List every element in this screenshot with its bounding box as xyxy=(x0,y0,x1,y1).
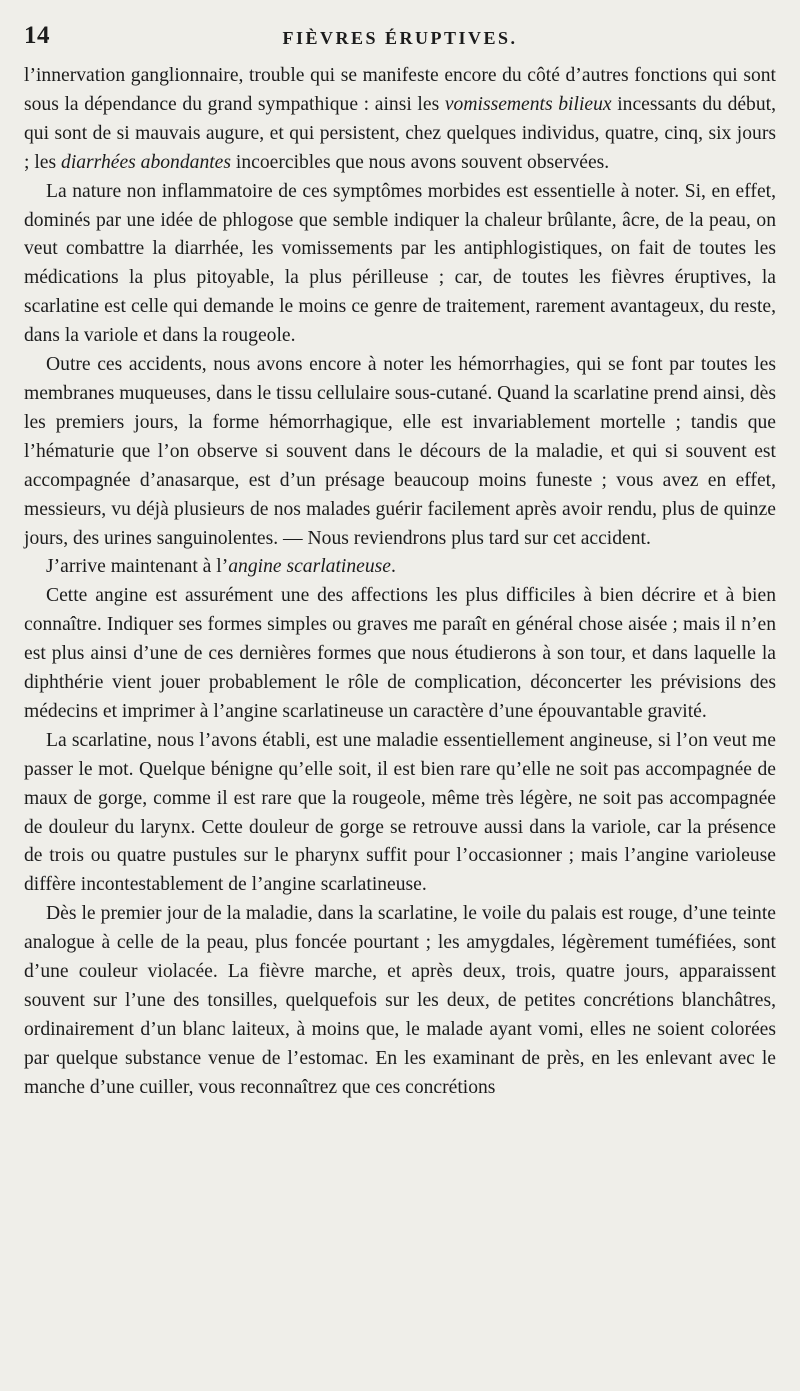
italic-term: vomissements bilieux xyxy=(444,93,612,115)
paragraph xyxy=(24,351,776,553)
paragraph xyxy=(24,62,776,178)
text-run: Dès le premier jour de la maladie, dans la scarlatine, le voile du palais est rouge, d’une teinte analogue à celle de la peau, plus foncée pourtant ; les amygdales, légèrement tuméfiées, sont d’une couleur violacée. La fièvre marche, et après deux, trois, quatre jours, apparaissent souvent sur l’une des tonsilles, quelquefois sur les deux, de petites concrétions blanchâtres, ordinairement d’un blanc laiteux, à moins que, le malade ayant vomi, elles ne soient colorées par quelque substance venue de l’estomac. En les examinant de près, en les enlevant avec le manche d’une cuiller, vous reconnaîtrez que ces concrétions xyxy=(24,903,776,1098)
paragraph xyxy=(24,727,776,900)
text-run: Outre ces accidents, nous avons encore à noter les hémorrhagies, qui se font par toutes les membranes muqueuses, dans le tissu cellulaire sous-cutané. Quand la scarlatine prend ainsi, dès les premiers jours, la forme hémorrhagique, elle est invariablement mortelle ; tandis que l’hématurie que l’on observe si souvent dans le décours de la maladie, et qui si souvent est accompagnée d’anasarque, est d’un présage beaucoup moins funeste ; vous avez en effet, messieurs, vu déjà plusieurs de nos malades guérir facilement après avoir rendu, plus de quinze jours, des urines sanguinolentes. — Nous reviendrons plus tard sur cet accident. xyxy=(24,354,776,549)
text-run: La nature non inflammatoire de ces symptômes morbides est essentielle à noter. Si, en effet, dominés par une idée de phlogose que semble indiquer la chaleur brûlante, âcre, de la peau, on veut combattre la diarrhée, les vomissements par les antiphlogistiques, on fait de toutes les médications la plus pitoyable, la plus périlleuse ; car, de toutes les fièvres éruptives, la scarlatine est celle qui demande le moins ce genre de traitement, rarement avantageux, du reste, dans la variole et dans la rougeole. xyxy=(24,180,776,347)
running-title: FIÈVRES ÉRUPTIVES. xyxy=(282,28,518,48)
text-run: Cette angine est assurément une des affections les plus difficiles à bien décrire et à bien connaître. Indiquer ses formes simples ou graves me paraît en général chose aisée ; mais il n’en est plus ainsi d’une de ces dernières formes que nous étudierons à son tour, et dans laquelle la diphthérie vient jouer probablement le rôle de complication, déconcerter les prévisions des médecins et imprimer à l’angine scarlatineuse un caractère d’une épouvantable gravité. xyxy=(24,585,776,722)
italic-term: angine scarlatineuse xyxy=(228,556,391,578)
text-run: incoercibles que nous avons souvent observées. xyxy=(231,151,610,173)
text-run: . xyxy=(390,556,396,578)
paragraph xyxy=(24,553,776,582)
text-run: J’arrive maintenant à l’ xyxy=(46,556,229,578)
paragraph xyxy=(24,582,776,727)
text-run: incessants du début, qui sont de si mauvais augure, et qui persistent, chez quelques individus, quatre, cinq, six jours ; les xyxy=(24,93,776,173)
italic-term: diarrhées abondantes xyxy=(61,151,232,173)
page-header xyxy=(24,22,776,58)
text-run: l’innervation ganglionnaire, trouble qui se manifeste encore du côté d’autres fonctions qui sont sous la dépendance du grand sympathique : ainsi les xyxy=(24,65,776,115)
paragraph xyxy=(24,178,776,351)
page-number: 14 xyxy=(24,22,50,49)
paragraph xyxy=(24,900,776,1102)
text-run: La scarlatine, nous l’avons établi, est une maladie essentiellement angineuse, si l’on veut me passer le mot. Quelque bénigne qu’elle soit, il est bien rare qu’elle ne soit pas accompagnée de maux de gorge, comme il est rare que la rougeole, même très légère, ne soit pas accompagnée de douleur du larynx. Cette douleur de gorge se retrouve aussi dans la variole, car la présence de trois ou quatre pustules sur le pharynx suffit pour l’occasionner ; mais l’angine varioleuse diffère incontestablement de l’angine scarlatineuse. xyxy=(24,729,776,896)
body-text xyxy=(24,62,776,1103)
